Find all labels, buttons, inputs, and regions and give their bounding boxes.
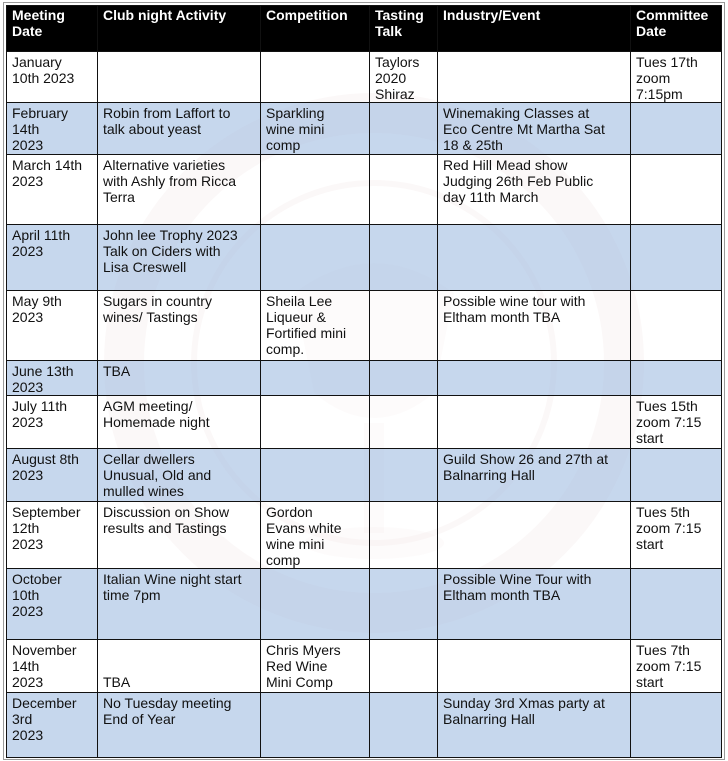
industry-event-cell: Red Hill Mead show Judging 26th Feb Public day 11th March (438, 155, 631, 225)
industry-event-cell: Sunday 3rd Xmas party at Balnarring Hall (438, 693, 631, 758)
competition-cell (261, 155, 370, 225)
header-tasting-talk: Tasting Talk (370, 6, 438, 52)
competition-cell (261, 396, 370, 449)
activity-cell (98, 52, 261, 103)
tasting-talk-cell (370, 569, 438, 640)
committee-date-cell (631, 103, 722, 155)
committee-date-cell: Tues 15th zoom 7:15 start (631, 396, 722, 449)
tasting-talk-cell (370, 291, 438, 361)
meeting-date-cell: July 11th 2023 (7, 396, 98, 449)
competition-cell (261, 449, 370, 502)
activity-cell: TBA (98, 640, 261, 693)
header-industry-event: Industry/Event (438, 6, 631, 52)
activity-cell: Robin from Laffort to talk about yeast (98, 103, 261, 155)
tasting-talk-cell (370, 640, 438, 693)
tasting-talk-cell (370, 361, 438, 396)
committee-date-cell (631, 449, 722, 502)
industry-event-cell (438, 640, 631, 693)
competition-cell (261, 225, 370, 291)
table-row (7, 291, 722, 361)
competition-cell: Gordon Evans white wine mini comp (261, 502, 370, 569)
committee-date-cell: Tues 7th zoom 7:15 start (631, 640, 722, 693)
committee-date-cell: Tues 5th zoom 7:15 start (631, 502, 722, 569)
meeting-date-cell: May 9th 2023 (7, 291, 98, 361)
meeting-date-cell: December 3rd 2023 (7, 693, 98, 758)
activity-cell: Discussion on Show results and Tastings (98, 502, 261, 569)
meeting-date-cell: February 14th 2023 (7, 103, 98, 155)
industry-event-cell (438, 502, 631, 569)
activity-cell: Sugars in country wines/ Tastings (98, 291, 261, 361)
activity-cell: AGM meeting/ Homemade night (98, 396, 261, 449)
meeting-date-cell: June 13th 2023 (7, 361, 98, 396)
competition-cell (261, 693, 370, 758)
header-club-night-activity: Club night Activity (98, 6, 261, 52)
competition-cell: Chris Myers Red Wine Mini Comp (261, 640, 370, 693)
committee-date-cell: Tues 17th zoom 7:15pm (631, 52, 722, 103)
header-competition: Competition (261, 6, 370, 52)
industry-event-cell (438, 225, 631, 291)
competition-cell (261, 52, 370, 103)
header-row (7, 6, 722, 52)
activity-cell: John lee Trophy 2023 Talk on Ciders with Lisa Creswell (98, 225, 261, 291)
table-row (7, 569, 722, 640)
tasting-talk-cell (370, 155, 438, 225)
industry-event-cell: Possible wine tour with Eltham month TBA (438, 291, 631, 361)
table-row (7, 449, 722, 502)
meeting-schedule-table (6, 5, 722, 758)
competition-cell: Sparkling wine mini comp (261, 103, 370, 155)
table-row (7, 225, 722, 291)
table-row (7, 361, 722, 396)
tasting-talk-cell (370, 225, 438, 291)
committee-date-cell (631, 155, 722, 225)
table-row (7, 155, 722, 225)
meeting-date-cell: March 14th 2023 (7, 155, 98, 225)
industry-event-cell: Guild Show 26 and 27th at Balnarring Hall (438, 449, 631, 502)
activity-cell: Alternative varieties with Ashly from Ricca Terra (98, 155, 261, 225)
tasting-talk-cell (370, 502, 438, 569)
competition-cell (261, 361, 370, 396)
tasting-talk-cell (370, 103, 438, 155)
header-committee-date: Committee Date (631, 6, 722, 52)
committee-date-cell (631, 291, 722, 361)
activity-cell: TBA (98, 361, 261, 396)
competition-cell (261, 569, 370, 640)
meeting-date-cell: October 10th 2023 (7, 569, 98, 640)
table-row (7, 502, 722, 569)
committee-date-cell (631, 225, 722, 291)
tasting-talk-cell (370, 396, 438, 449)
activity-cell: No Tuesday meeting End of Year (98, 693, 261, 758)
industry-event-cell: Winemaking Classes at Eco Centre Mt Martha Sat 18 & 25th (438, 103, 631, 155)
activity-cell: Cellar dwellers Unusual, Old and mulled wines (98, 449, 261, 502)
header-meeting-date: Meeting Date (7, 6, 98, 52)
meeting-date-cell: September 12th 2023 (7, 502, 98, 569)
industry-event-cell (438, 396, 631, 449)
table-row (7, 396, 722, 449)
meeting-date-cell: April 11th 2023 (7, 225, 98, 291)
tasting-talk-cell (370, 449, 438, 502)
table-row (7, 103, 722, 155)
competition-cell: Sheila Lee Liqueur & Fortified mini comp. (261, 291, 370, 361)
industry-event-cell (438, 52, 631, 103)
meeting-date-cell: August 8th 2023 (7, 449, 98, 502)
tasting-talk-cell: Taylors 2020 Shiraz (370, 52, 438, 103)
activity-cell: Italian Wine night start time 7pm (98, 569, 261, 640)
committee-date-cell (631, 361, 722, 396)
table-row (7, 693, 722, 758)
meeting-date-cell: January 10th 2023 (7, 52, 98, 103)
industry-event-cell (438, 361, 631, 396)
tasting-talk-cell (370, 693, 438, 758)
committee-date-cell (631, 569, 722, 640)
table-row (7, 640, 722, 693)
table-row (7, 52, 722, 103)
committee-date-cell (631, 693, 722, 758)
industry-event-cell: Possible Wine Tour with Eltham month TBA (438, 569, 631, 640)
meeting-date-cell: November 14th 2023 (7, 640, 98, 693)
